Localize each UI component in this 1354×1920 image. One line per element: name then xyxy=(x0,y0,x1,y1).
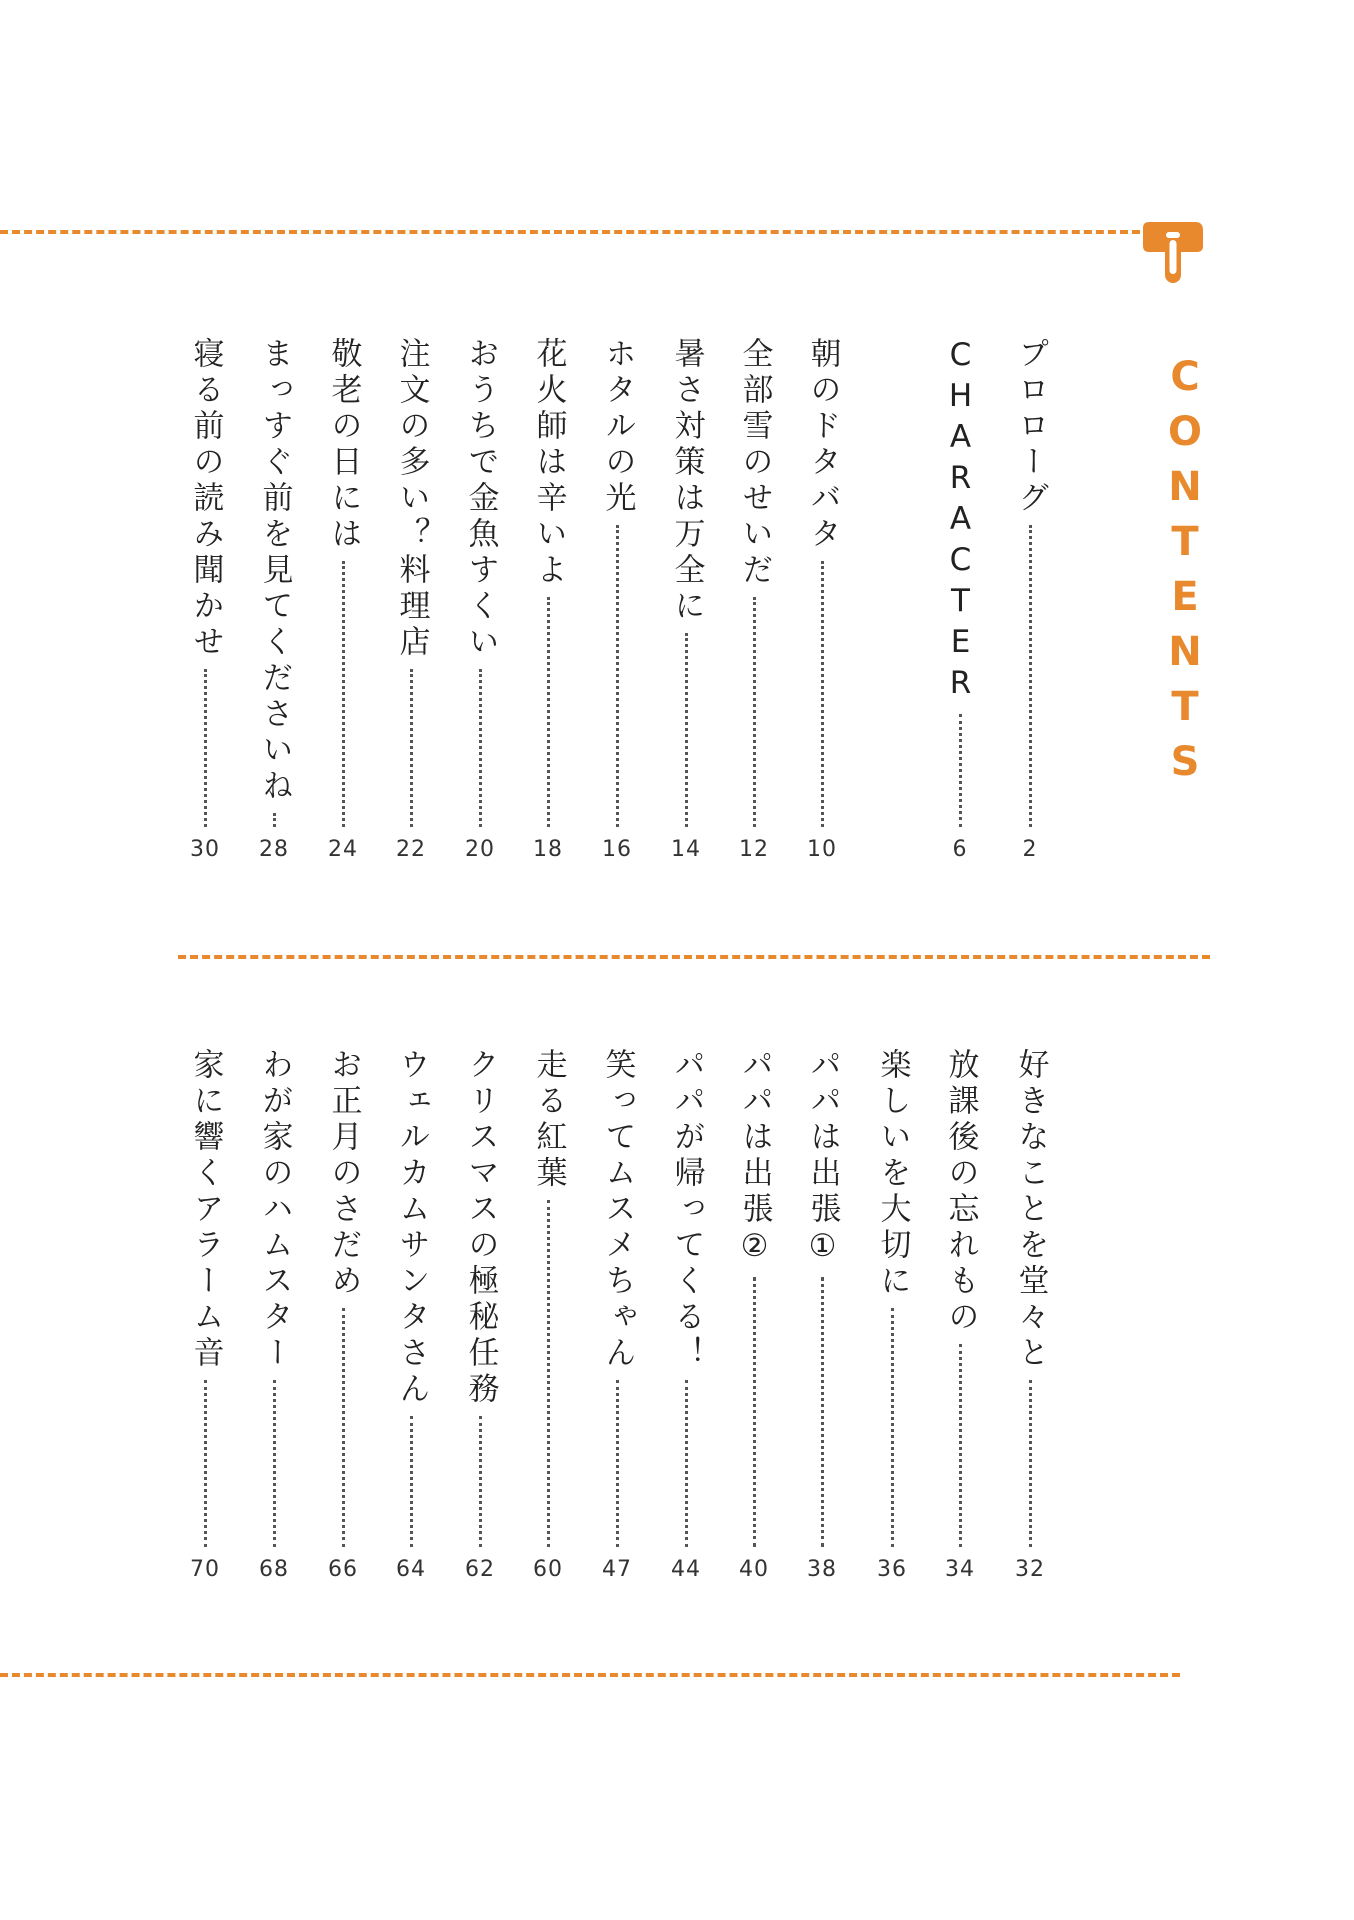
dotted-leader xyxy=(616,1380,619,1547)
toc-entry[interactable] xyxy=(451,337,509,862)
dotted-leader xyxy=(479,1416,482,1547)
toc-entry-page-number: 40 xyxy=(739,1557,769,1582)
toc-entry-title: CHARACTER xyxy=(942,337,979,706)
toc-entry-title: パパは出張① xyxy=(804,1048,841,1269)
paper-clip-icon xyxy=(1135,218,1210,292)
dotted-leader xyxy=(204,669,207,827)
toc-entry[interactable] xyxy=(451,1048,509,1582)
dotted-leader xyxy=(273,813,276,827)
toc-entry-title: 注文の多い？料理店 xyxy=(393,337,430,661)
toc-entry[interactable] xyxy=(382,1048,440,1582)
toc-entry-page-number: 12 xyxy=(739,837,769,862)
toc-entry[interactable] xyxy=(519,1048,577,1582)
toc-entry[interactable] xyxy=(245,1048,303,1582)
dotted-leader xyxy=(547,1200,550,1547)
toc-entry-page-number: 14 xyxy=(671,837,701,862)
toc-entry-title: 走る紅葉 xyxy=(530,1048,567,1192)
toc-entry-title: 敬老の日には xyxy=(325,337,362,553)
toc-entry[interactable] xyxy=(793,1048,851,1582)
top-dashed-divider xyxy=(0,230,1140,234)
toc-entry-page-number: 20 xyxy=(465,837,495,862)
toc-entry-title: ウェルカムサンタさん xyxy=(393,1048,430,1408)
toc-entry-title: 笑ってムスメちゃん xyxy=(599,1048,636,1372)
toc-entry[interactable] xyxy=(1001,1048,1059,1582)
bottom-dashed-divider xyxy=(0,1673,1180,1677)
dotted-leader xyxy=(753,597,756,827)
toc-entry[interactable] xyxy=(931,1048,989,1582)
toc-entry-title: クリスマスの極秘任務 xyxy=(462,1048,499,1408)
toc-entry-title: お正月のさだめ xyxy=(325,1048,362,1300)
toc-entry-page-number: 32 xyxy=(1015,1557,1045,1582)
dotted-leader xyxy=(821,561,824,827)
toc-entry-title: 寝る前の読み聞かせ xyxy=(187,337,224,661)
dotted-leader xyxy=(821,1277,824,1547)
toc-entry-page-number: 22 xyxy=(396,837,426,862)
toc-entry-page-number: 64 xyxy=(396,1557,426,1582)
toc-entry-page-number: 2 xyxy=(1022,837,1038,862)
toc-entry[interactable] xyxy=(657,337,715,862)
toc-entry-page-number: 18 xyxy=(533,837,563,862)
toc-entry-title: おうちで金魚すくい xyxy=(462,337,499,661)
toc-entry-page-number: 66 xyxy=(328,1557,358,1582)
dotted-leader xyxy=(410,1416,413,1547)
toc-entry-title: 花火師は辛いよ xyxy=(530,337,567,589)
toc-entry-page-number: 62 xyxy=(465,1557,495,1582)
dotted-leader xyxy=(410,669,413,827)
toc-entry-title: 放課後の忘れもの xyxy=(942,1048,979,1336)
toc-entry-title: 家に響くアラーム音 xyxy=(187,1048,224,1372)
toc-entry-page-number: 6 xyxy=(952,837,968,862)
toc-entry-title: 全部雪のせいだ xyxy=(736,337,773,589)
toc-entry-title: わが家のハムスター xyxy=(256,1048,293,1372)
toc-entry-title: 朝のドタバタ xyxy=(804,337,841,553)
toc-entry[interactable] xyxy=(314,337,372,862)
toc-entry[interactable] xyxy=(314,1048,372,1582)
dotted-leader xyxy=(1029,525,1032,827)
dotted-leader xyxy=(204,1380,207,1547)
toc-entry[interactable] xyxy=(863,1048,921,1582)
toc-entry[interactable] xyxy=(382,337,440,862)
toc-entry[interactable] xyxy=(725,1048,783,1582)
toc-entry[interactable] xyxy=(176,337,234,862)
dotted-leader xyxy=(959,1344,962,1547)
toc-entry[interactable] xyxy=(588,1048,646,1582)
dotted-leader xyxy=(1029,1380,1032,1547)
dotted-leader xyxy=(273,1380,276,1547)
toc-entry-title: 楽しいを大切に xyxy=(874,1048,911,1300)
dotted-leader xyxy=(342,1308,345,1547)
toc-entry-page-number: 16 xyxy=(602,837,632,862)
toc-entry-title: パパが帰ってくる！ xyxy=(668,1048,705,1372)
toc-entry-page-number: 38 xyxy=(807,1557,837,1582)
toc-entry-title: 好きなことを堂々と xyxy=(1012,1048,1049,1372)
toc-entry[interactable] xyxy=(519,337,577,862)
toc-entry-page-number: 68 xyxy=(259,1557,289,1582)
toc-entry-title: パパは出張② xyxy=(736,1048,773,1269)
toc-entry-title: まっすぐ前を見てくださいね xyxy=(256,337,293,805)
toc-entry-page-number: 30 xyxy=(190,837,220,862)
dotted-leader xyxy=(891,1308,894,1547)
middle-dashed-divider xyxy=(178,955,1210,959)
toc-entry-title: プロローグ xyxy=(1012,337,1049,517)
dotted-leader xyxy=(479,669,482,827)
dotted-leader xyxy=(959,714,962,827)
toc-entry-page-number: 36 xyxy=(877,1557,907,1582)
toc-entry-page-number: 28 xyxy=(259,837,289,862)
toc-entry[interactable] xyxy=(588,337,646,862)
toc-entry[interactable] xyxy=(725,337,783,862)
toc-entry-page-number: 47 xyxy=(602,1557,632,1582)
dotted-leader xyxy=(685,1380,688,1547)
toc-entry[interactable] xyxy=(245,337,303,862)
toc-entry[interactable] xyxy=(176,1048,234,1582)
toc-entry[interactable] xyxy=(931,337,989,862)
toc-entry[interactable] xyxy=(793,337,851,862)
contents-heading: C O N T E N T S xyxy=(1167,354,1202,785)
toc-entry-page-number: 44 xyxy=(671,1557,701,1582)
dotted-leader xyxy=(685,633,688,827)
toc-entry[interactable] xyxy=(1001,337,1059,862)
toc-entry-page-number: 34 xyxy=(945,1557,975,1582)
toc-entry-title: ホタルの光 xyxy=(599,337,636,517)
toc-entry[interactable] xyxy=(657,1048,715,1582)
toc-entry-page-number: 70 xyxy=(190,1557,220,1582)
toc-entry-page-number: 60 xyxy=(533,1557,563,1582)
dotted-leader xyxy=(616,525,619,827)
toc-entry-title: 暑さ対策は万全に xyxy=(668,337,705,625)
toc-entry-page-number: 10 xyxy=(807,837,837,862)
dotted-leader xyxy=(547,597,550,827)
toc-entry-page-number: 24 xyxy=(328,837,358,862)
dotted-leader xyxy=(753,1277,756,1547)
dotted-leader xyxy=(342,561,345,827)
